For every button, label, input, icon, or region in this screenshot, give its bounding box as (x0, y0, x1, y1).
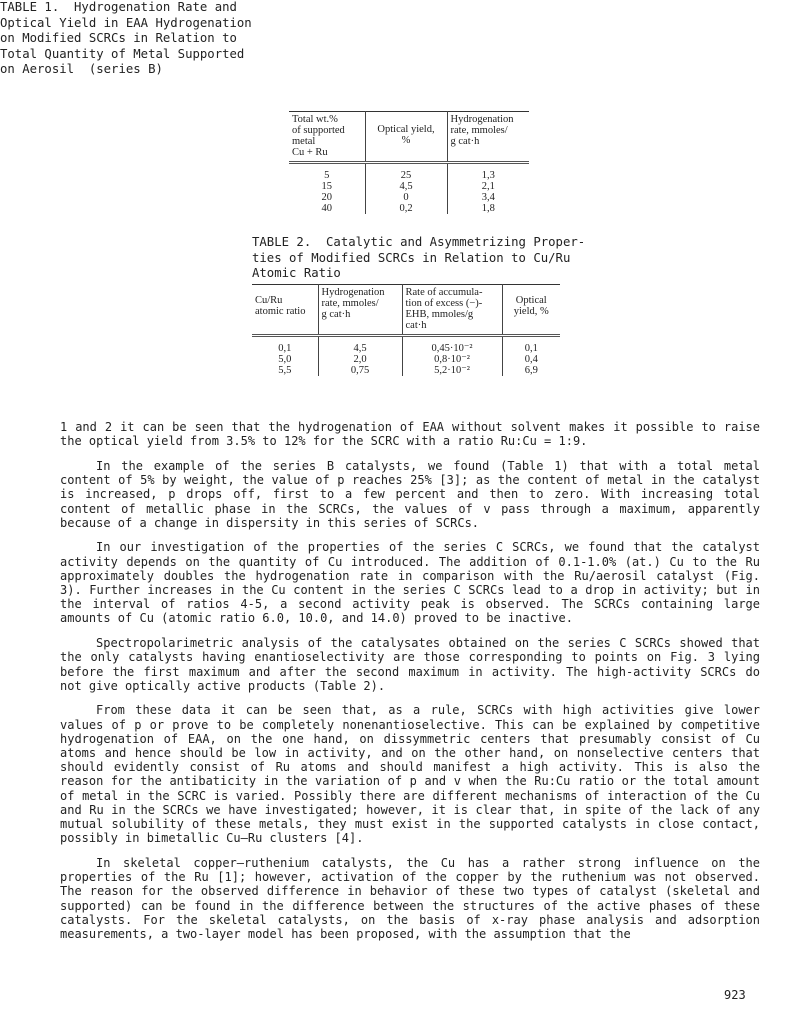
table2-cell: 0,1 (502, 336, 560, 355)
table1-header-rate: Hydrogenation rate, mmoles/ g cat·h (447, 112, 529, 163)
table2-cell: 0,75 (318, 365, 402, 376)
table-row (289, 163, 529, 182)
page-number: 923 (724, 988, 746, 1002)
table2-cell: 0,1 (252, 336, 318, 355)
table2-header-ratio: Cu/Ru atomic ratio (252, 285, 318, 336)
table2-caption: TABLE 2. Catalytic and Asymmetrizing Proper- ties of Modified SCRCs in Relation to Cu/Ru Atomic Ratio (252, 235, 586, 281)
table2-header-accumulation-rate: Rate of accumula- tion of excess (−)- EHB, mmoles/g cat·h (402, 285, 502, 336)
table1-header-optical-yield: Optical yield, % (365, 112, 447, 163)
table-row (252, 354, 560, 365)
table1-cell: 1,8 (481, 203, 495, 214)
table1-cell: 40 (289, 203, 365, 214)
table2-cell: 0,4 (524, 354, 538, 365)
table1-cell: 2,1 (481, 181, 495, 192)
table1-caption: TABLE 1. Hydrogenation Rate and Optical Yield in EAA Hydrogenation on Modified SCRCs in Relation to Total Quantity of Metal Supported on Aerosil (series B) (0, 0, 252, 77)
table-row (252, 365, 560, 376)
paragraph: In the example of the series B catalysts, we found (Table 1) that with a total metal content of 5% by weight, the value of p reaches 25% [3]; as the content of metal in the catalyst is increased, p drops off, first to a few percent and then to zero. With increasing total content of metallic phase in the SCRCs, the values of v pass through a maximum, apparently because of a change in dispersity in this series of SCRCs. (60, 458, 760, 530)
table-row (289, 203, 529, 214)
table1-cell: 25 (365, 163, 447, 182)
table2-cell: 5,2·10⁻² (402, 365, 502, 376)
table2-cell: 5,0 (252, 354, 318, 365)
paragraph: 1 and 2 it can be seen that the hydrogenation of EAA without solvent makes it possible to raise the optical yield from 3.5% to 12% for the SCRC with a ratio Ru:Cu = 1:9. (60, 420, 760, 449)
table1-cell: 15 (289, 181, 365, 192)
table1-header-metal: Total wt.% of supported metal Cu + Ru (289, 112, 365, 163)
body-text (60, 420, 760, 952)
table2-header-hydrogenation-rate: Hydrogenation rate, mmoles/ g cat·h (318, 285, 402, 336)
table1-cell: 0,2 (365, 203, 447, 214)
table-row (252, 336, 560, 355)
table1-cell: 5 (289, 163, 365, 182)
table2-cell: 0,45·10⁻² (402, 336, 502, 355)
table1 (289, 111, 529, 214)
table1-cell: 1,3 (447, 163, 529, 182)
table1-cell: 3,4 (481, 192, 495, 203)
table2-cell: 5,5 (252, 365, 318, 376)
paragraph: In skeletal copper—ruthenium catalysts, the Cu has a rather strong influence on the properties of the Ru [1]; however, activation of the copper by the ruthenium was not observed. The reason for the observed difference in behavior of these two types of catalyst (skeletal and supported) can be found in the difference between the structures of the active phases of these catalysts. For the skeletal catalysts, on the basis of x-ray phase analysis and adsorption measurements, a two-layer model has been proposed, with the assumption that the (60, 855, 760, 941)
table2-header-optical-yield: Optical yield, % (502, 285, 560, 336)
table2-cell: 0,8·10⁻² (402, 354, 502, 365)
table2-cell: 6,9 (524, 365, 538, 376)
paragraph: In our investigation of the properties of the series C SCRCs, we found that the catalyst activity depends on the quantity of Cu introduced. The addition of 0.1-1.0% (at.) Cu to the Ru approximately doubles the hydrogenation rate in comparison with the Ru/aerosil catalyst (Fig. 3). Further increases in the Cu content in the series C SCRCs lead to a drop in activity; but in the interval of ratios 4-5, a second activity peak is observed. The SCRCs containing large amounts of Cu (atomic ratio 6.0, 10.0, and 14.0) proved to be inactive. (60, 540, 760, 626)
table2 (252, 284, 560, 376)
table2-cell: 2,0 (318, 354, 402, 365)
table1-cell: 20 (289, 192, 365, 203)
table-row (289, 192, 529, 203)
table1-cell: 0 (365, 192, 447, 203)
table1-cell: 4,5 (365, 181, 447, 192)
table-row (289, 181, 529, 192)
paragraph: From these data it can be seen that, as a rule, SCRCs with high activities give lower values of p or prove to be completely nonenantioselective. This can be explained by competitive hydrogenation of EAA, on the one hand, on dissymmetric centers that presumably consist of Cu atoms and hence should be low in activity, and on the other hand, on nonselective centers that should evidently consist of Ru atoms and should manifest a high activity. This is also the reason for the antibaticity in the variation of p and v when the Ru:Cu ratio or the total amount of metal in the SCRC is varied. Possibly there are different mechanisms of interaction of the Cu and Ru in the SCRCs we have investigated; however, it is clear that, in spite of the lack of any mutual solubility of these metals, they must exist in the supported catalysts in close contact, possibly in bimetallic Cu—Ru clusters [4]. (60, 703, 760, 846)
paragraph: Spectropolarimetric analysis of the catalysates obtained on the series C SCRCs showed that the only catalysts having enantioselectivity are those corresponding to points on Fig. 3 lying before the first maximum and after the second maximum in activity. The high-activity SCRCs do not give optically active products (Table 2). (60, 636, 760, 693)
table2-cell: 4,5 (318, 336, 402, 355)
